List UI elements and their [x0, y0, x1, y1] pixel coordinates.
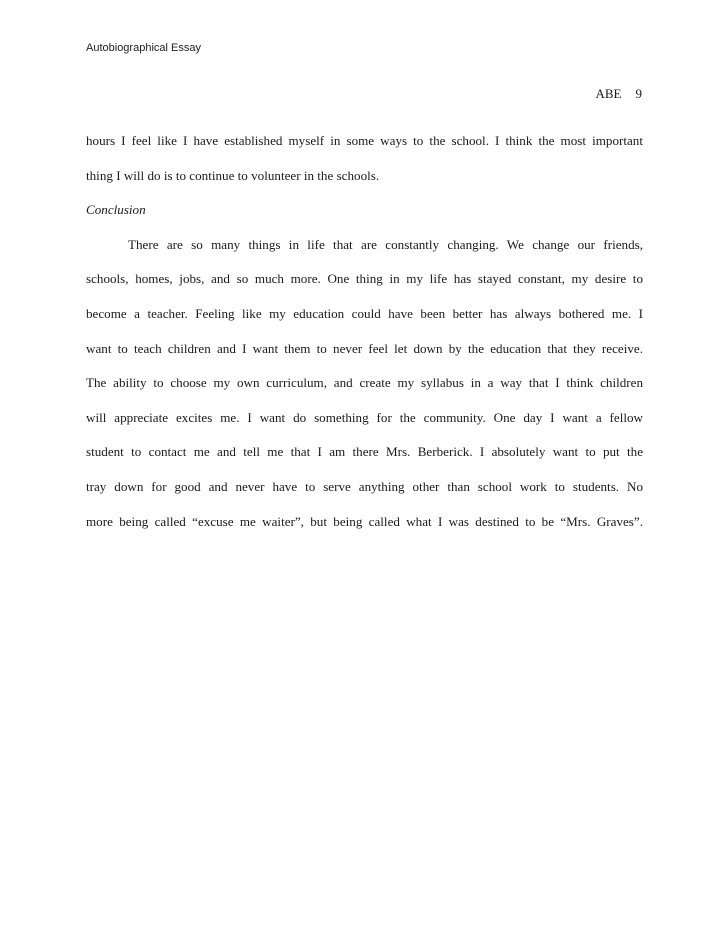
paragraph-line: The ability to choose my own curriculum, and create my syllabus in a way that I think children — [86, 375, 643, 391]
section-heading: Conclusion — [86, 202, 146, 218]
paragraph-line: thing I will do is to continue to volunteer in the schools. — [86, 167, 380, 183]
essay-body — [86, 124, 643, 539]
page-number: 9 — [635, 86, 642, 101]
paragraph-line: more being called “excuse me waiter”, but being called what I was destined to be “Mrs. Graves”. — [86, 513, 643, 529]
running-head-label: ABE — [595, 86, 622, 101]
paragraph-line: tray down for good and never have to serve anything other than school work to students. No — [86, 478, 643, 494]
paragraph-line: student to contact me and tell me that I am there Mrs. Berberick. I absolutely want to put the — [86, 444, 643, 460]
paragraph-line: hours I feel like I have established myself in some ways to the school. I think the most important — [86, 133, 643, 148]
running-head — [596, 86, 643, 102]
paragraph-line: will appreciate excites me. I want do something for the community. One day I want a fellow — [86, 409, 643, 425]
document-title-header: Autobiographical Essay — [86, 42, 201, 54]
paragraph-line: become a teacher. Feeling like my education could have been better has always bothered me. I — [86, 305, 643, 321]
paragraph-line: want to teach children and I want them to never feel let down by the education that they receive. — [86, 340, 643, 356]
paragraph-line: There are so many things in life that are constantly changing. We change our friends, — [128, 236, 643, 252]
paragraph-line: schools, homes, jobs, and so much more. One thing in my life has stayed constant, my desire to — [86, 271, 643, 287]
